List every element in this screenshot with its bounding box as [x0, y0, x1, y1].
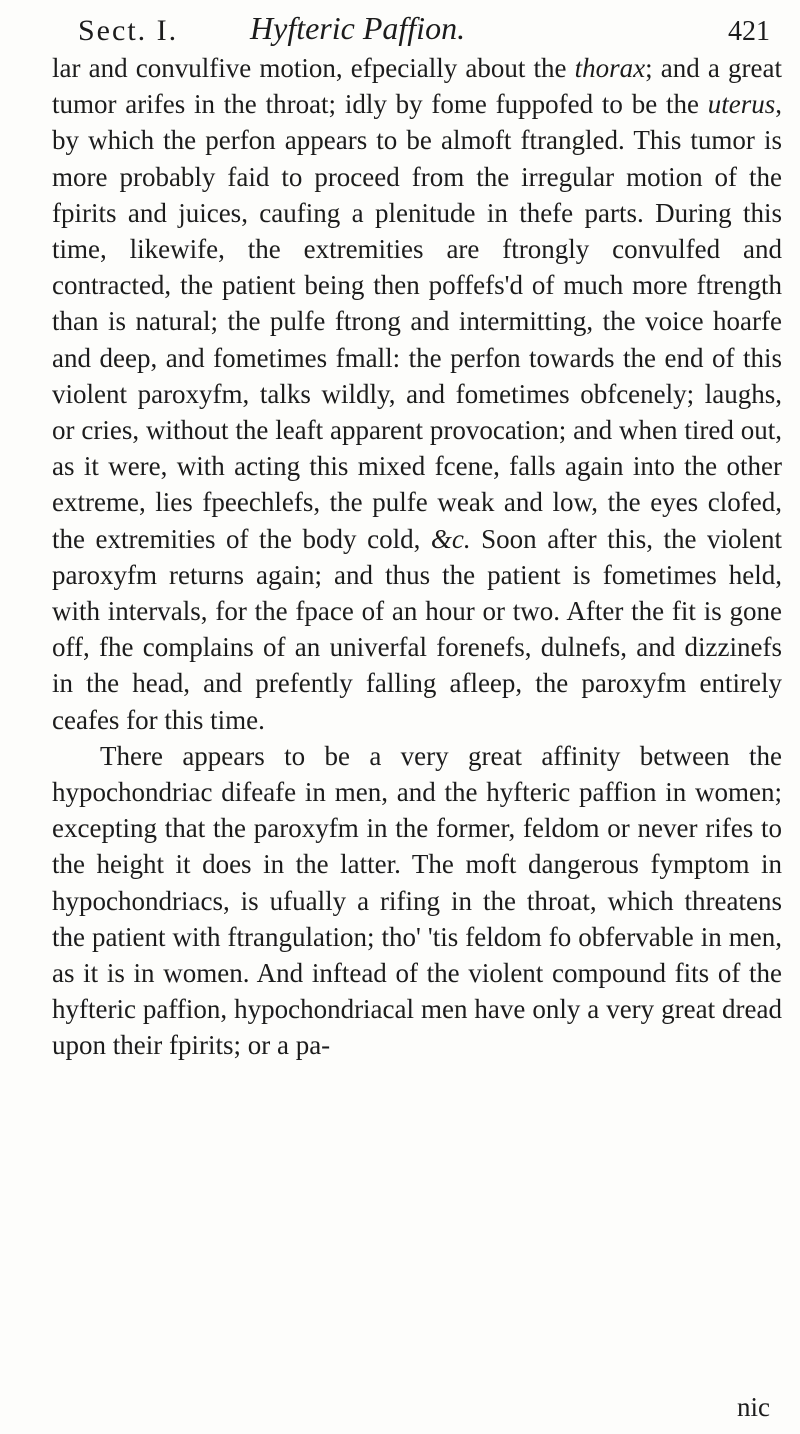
italic-term: thorax: [574, 53, 646, 83]
paragraph: [52, 50, 782, 738]
italic-term: uterus: [707, 89, 776, 120]
text-run: lar and convulfive motion, efpecially about the: [52, 53, 575, 83]
running-head: [78, 6, 770, 56]
text-run: Soon after this, the violent paroxyfm returns again; and thus the patient is fometimes held, with intervals, for the fpace of an hour or two. After the fit is gone off, fhe complains of an univerfal forenefs, dulnefs, and dizzinefs in the head, and prefently falling afleep, the paroxyfm entirely ceafes for this time.: [52, 523, 783, 735]
text-run: ; and a great tumor arifes in the throat; idly by fome fuppofed to be the: [52, 53, 782, 120]
running-title: Hyfteric Paffion.: [250, 10, 466, 46]
italic-term: &c.: [430, 523, 471, 554]
text-run: , by which the perfon appears to be almoft ftrangled. This tumor is more probably faid to proceed from the irregular motion of the fpirits and juices, caufing a plenitude in thefe parts. During this time, likewife, the extremities are ftrongly convulfed and contracted, the patient being then poffefs'd of much more ftrength than is natural; the pulfe ftrong and intermitting, the voice hoarfe and deep, and fometimes fmall: the perfon towards the end of this violent paroxyfm, talks wildly, and fometimes obfcenely; laughs, or cries, without the leaft apparent provocation; and when tired out, as it were, with acting this mixed fcene, falls again into the other extreme, lies fpeechlefs, the pulfe weak and low, the eyes clofed, the extremities of the body cold,: [52, 89, 782, 554]
section-label: Sect. I.: [78, 14, 179, 47]
body-text: [52, 50, 782, 1064]
catchword: nic: [737, 1392, 770, 1422]
paragraph: [52, 738, 782, 1064]
text-run: There appears to be a very great affinity between the hypochondriac difeafe in men, and the hyfteric paffion in women; excepting that the paroxyfm in the former, feldom or never rifes to the height it does in the latter. The moft dangerous fymptom in hypochondriacs, is ufually a rifing in the throat, which threatens the patient with ftrangulation; tho' 'tis feldom fo obfervable in men, as it is in women. And inftead of the violent compound fits of the hyfteric paffion, hypochondriacal men have only a very great dread upon their fpirits; or a pa-: [52, 740, 782, 1061]
page-number: 421: [728, 16, 770, 47]
